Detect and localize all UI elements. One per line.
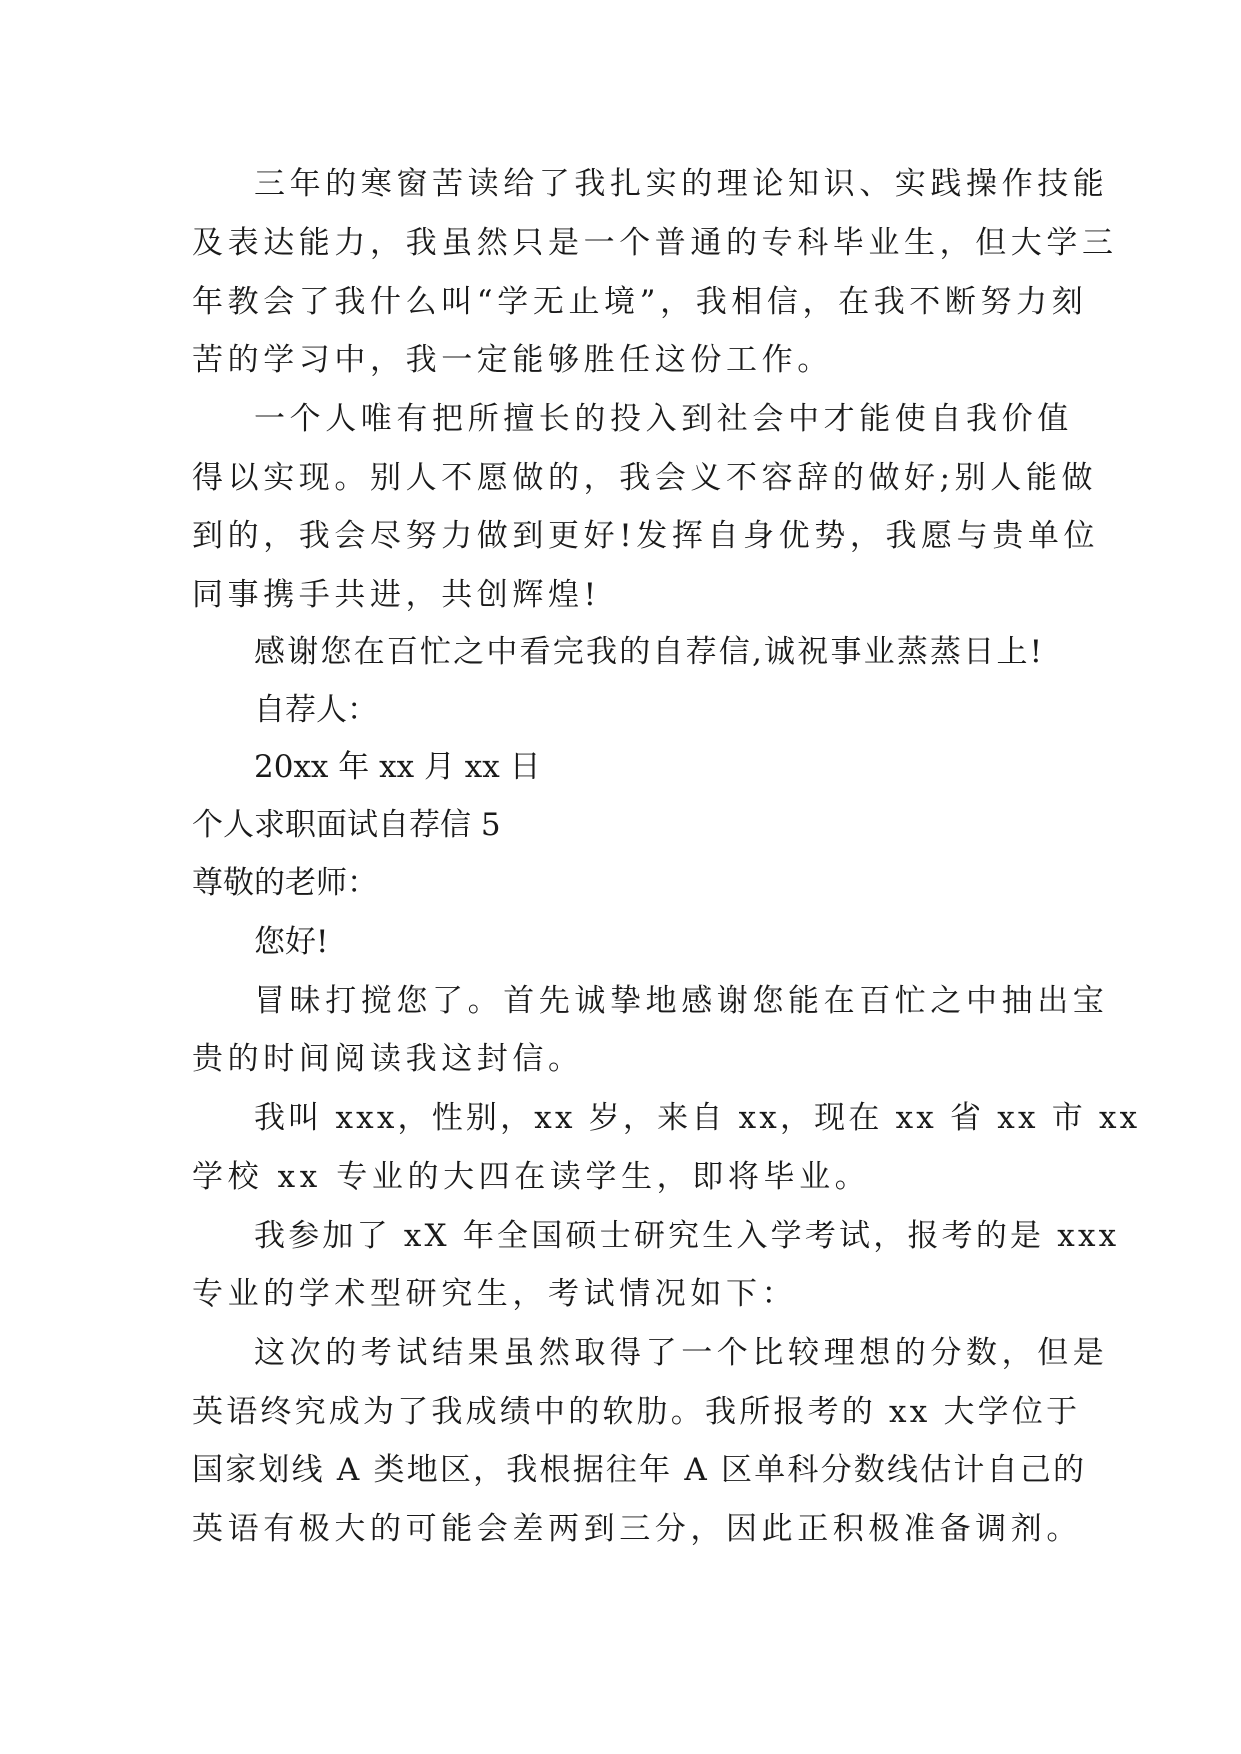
paragraph-2-line-4: 同事携手共进，共创辉煌! (192, 577, 601, 613)
paragraph-2-line-2: 得以实现。别人不愿做的，我会义不容辞的做好;别人能做 (192, 460, 1098, 496)
paragraph-6-line-1: 这次的考试结果虽然取得了一个比较理想的分数，但是 (254, 1335, 1109, 1371)
salutation: 尊敬的老师： (192, 865, 378, 901)
signature-date: 20xx 年 xx 月 xx 日 (254, 749, 541, 785)
paragraph-6-line-2: 英语终究成为了我成绩中的软肋。我所报考的 xx 大学位于 (192, 1394, 1081, 1430)
greeting: 您好! (254, 924, 329, 960)
paragraph-1-line-3: 年教会了我什么叫“学无止境”，我相信，在我不断努力刻 (192, 284, 1088, 320)
paragraph-1-line-4: 苦的学习中，我一定能够胜任这份工作。 (192, 342, 833, 378)
paragraph-5-line-2: 专业的学术型研究生，考试情况如下： (192, 1276, 798, 1312)
paragraph-6-line-4: 英语有极大的可能会差两到三分，因此正积极准备调剂。 (192, 1511, 1082, 1547)
signature-label: 自荐人： (254, 692, 378, 728)
paragraph-2-line-1: 一个人唯有把所擅长的投入到社会中才能使自我价值 (254, 401, 1073, 437)
paragraph-3-line-2: 贵的时间阅读我这封信。 (192, 1041, 584, 1077)
paragraph-5-line-1: 我参加了 xX 年全国硕士研究生入学考试，报考的是 xxx (254, 1218, 1120, 1254)
section-title: 个人求职面试自荐信 5 (192, 807, 501, 843)
paragraph-6-line-3: 国家划线 A 类地区，我根据往年 A 区单科分数线估计自己的 (192, 1452, 1087, 1488)
closing-thanks: 感谢您在百忙之中看完我的自荐信,诚祝事业蒸蒸日上! (254, 634, 1045, 670)
paragraph-4-line-2: 学校 xx 专业的大四在读学生，即将毕业。 (192, 1159, 871, 1195)
paragraph-2-line-3: 到的，我会尽努力做到更好!发挥自身优势，我愿与贵单位 (192, 518, 1100, 554)
paragraph-1-line-1: 三年的寒窗苦读给了我扎实的理论知识、实践操作技能 (254, 166, 1109, 202)
paragraph-4-line-1: 我叫 xxx，性别，xx 岁，来自 xx，现在 xx 省 xx 市 xx (254, 1100, 1141, 1136)
paragraph-1-line-2: 及表达能力，我虽然只是一个普通的专科毕业生，但大学三 (192, 225, 1118, 261)
paragraph-3-line-1: 冒昧打搅您了。首先诚挚地感谢您能在百忙之中抽出宝 (254, 983, 1109, 1019)
